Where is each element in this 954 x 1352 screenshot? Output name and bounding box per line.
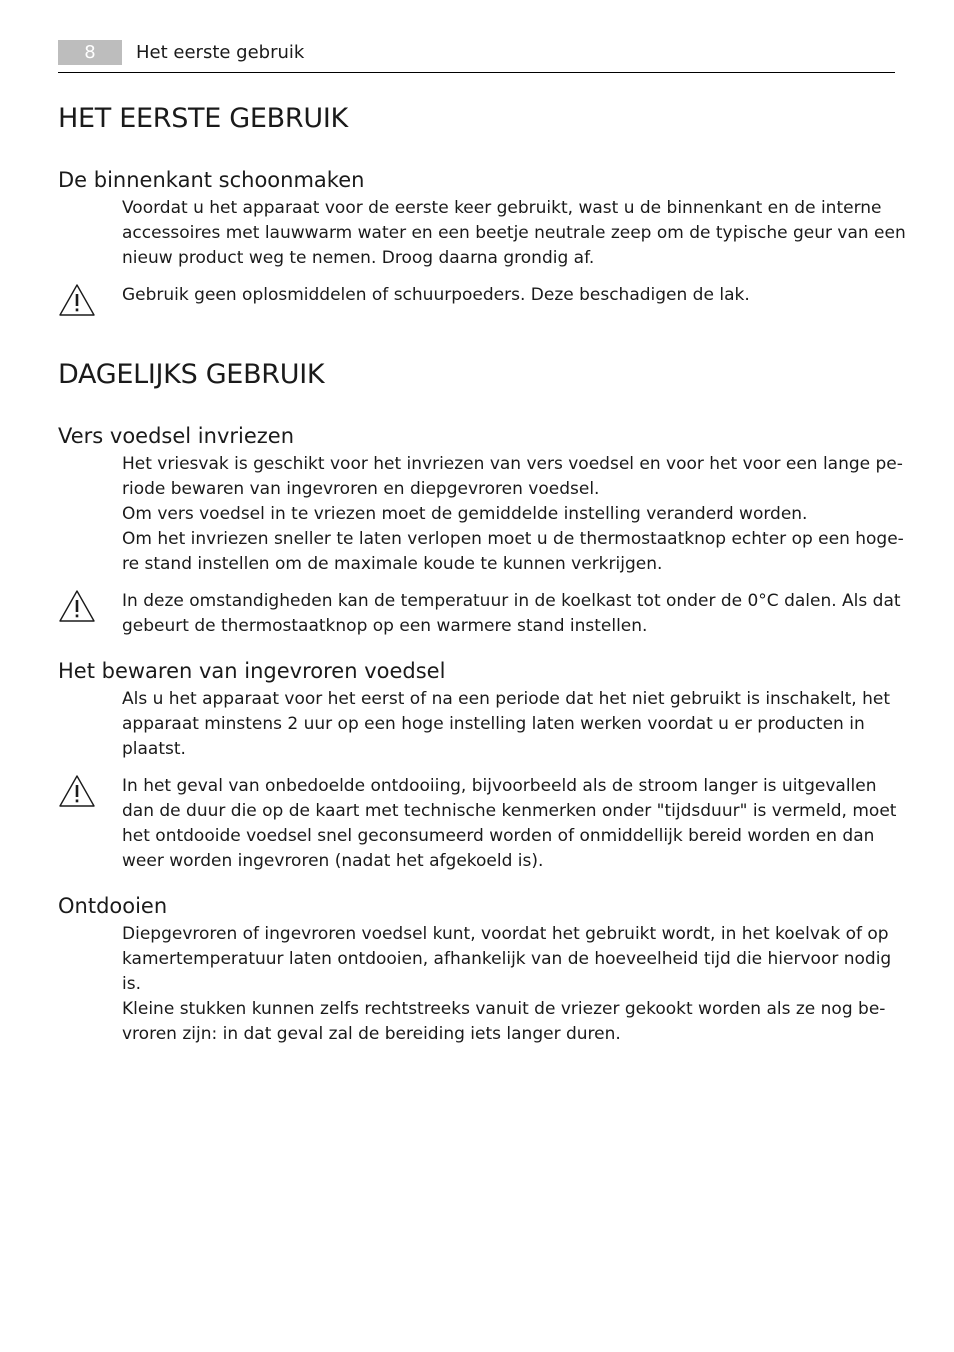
paragraph-freezing — [122, 452, 904, 577]
text-line: gebeurt de thermostaatknop op een warmere stand instellen. — [122, 616, 648, 636]
warning-triangle-icon — [58, 774, 96, 808]
text-line: accessoires met lauwwarm water en een beetje neutrale zeep om de typische geur van een — [122, 223, 906, 243]
heading-cleaning: De binnenkant schoonmaken — [58, 168, 365, 192]
warning-cleaning — [122, 283, 895, 308]
text-line: riode bewaren van ingevroren en diepgevroren voedsel. — [122, 479, 600, 499]
warning-freezing — [122, 589, 901, 639]
heading-freezing: Vers voedsel invriezen — [58, 424, 295, 448]
text-line: Gebruik geen oplosmiddelen of schuurpoeders. Deze beschadigen de lak. — [122, 285, 750, 305]
text-line: Kleine stukken kunnen zelfs rechtstreeks vanuit de vriezer gekookt worden als ze nog be- — [122, 999, 886, 1019]
heading-storage: Het bewaren van ingevroren voedsel — [58, 659, 446, 683]
paragraph-storage — [122, 687, 895, 762]
text-line: dan de duur die op de kaart met technische kenmerken onder "tijdsduur" is vermeld, moet — [122, 801, 897, 821]
heading-thawing: Ontdooien — [58, 894, 168, 918]
text-line: het ontdooide voedsel snel geconsumeerd worden of onmiddellijk bereid worden en dan — [122, 826, 875, 846]
text-line: In deze omstandigheden kan de temperatuur in de koelkast tot onder de 0°C dalen. Als dat — [122, 591, 901, 611]
running-title: Het eerste gebruik — [136, 42, 305, 63]
warning-triangle-icon — [58, 589, 96, 623]
page-header — [58, 40, 895, 73]
text-line: re stand instellen om de maximale koude te kunnen verkrijgen. — [122, 554, 663, 574]
page-content — [58, 96, 906, 1047]
text-line: vroren zijn: in dat geval zal de bereiding iets langer duren. — [122, 1024, 621, 1044]
text-line: Diepgevroren of ingevroren voedsel kunt, voordat het gebruikt wordt, in het koelvak of op — [122, 924, 889, 944]
text-line: apparaat minstens 2 uur op een hoge instelling laten werken voordat u er producten in — [122, 714, 865, 734]
text-line: is. — [122, 974, 141, 994]
warning-storage — [122, 774, 895, 874]
section-title-first-use: HET EERSTE GEBRUIK — [58, 103, 348, 134]
text-line: weer worden ingevroren (nadat het afgekoeld is). — [122, 851, 544, 871]
text-line: In het geval van onbedoelde ontdooiing, bijvoorbeeld als de stroom langer is uitgevallen — [122, 776, 877, 796]
text-line: Als u het apparaat voor het eerst of na een periode dat het niet gebruikt is inschakelt, het — [122, 689, 891, 709]
paragraph-thawing — [122, 922, 895, 1047]
text-line: Voordat u het apparaat voor de eerste keer gebruikt, wast u de binnenkant en de interne — [122, 198, 882, 218]
text-line: Om het invriezen sneller te laten verlopen moet u de thermostaatknop echter op een hoge- — [122, 529, 904, 549]
text-line: Om vers voedsel in te vriezen moet de gemiddelde instelling veranderd worden. — [122, 504, 808, 524]
page-number: 8 — [58, 40, 122, 65]
paragraph-cleaning — [122, 196, 906, 271]
text-line: plaatst. — [122, 739, 186, 759]
text-line: kamertemperatuur laten ontdooien, afhankelijk van de hoeveelheid tijd die hiervoor nodig — [122, 949, 892, 969]
warning-triangle-icon — [58, 283, 96, 317]
text-line: nieuw product weg te nemen. Droog daarna grondig af. — [122, 248, 595, 268]
section-title-daily-use: DAGELIJKS GEBRUIK — [58, 359, 325, 390]
text-line: Het vriesvak is geschikt voor het invriezen van vers voedsel en voor het voor een lange pe- — [122, 454, 903, 474]
